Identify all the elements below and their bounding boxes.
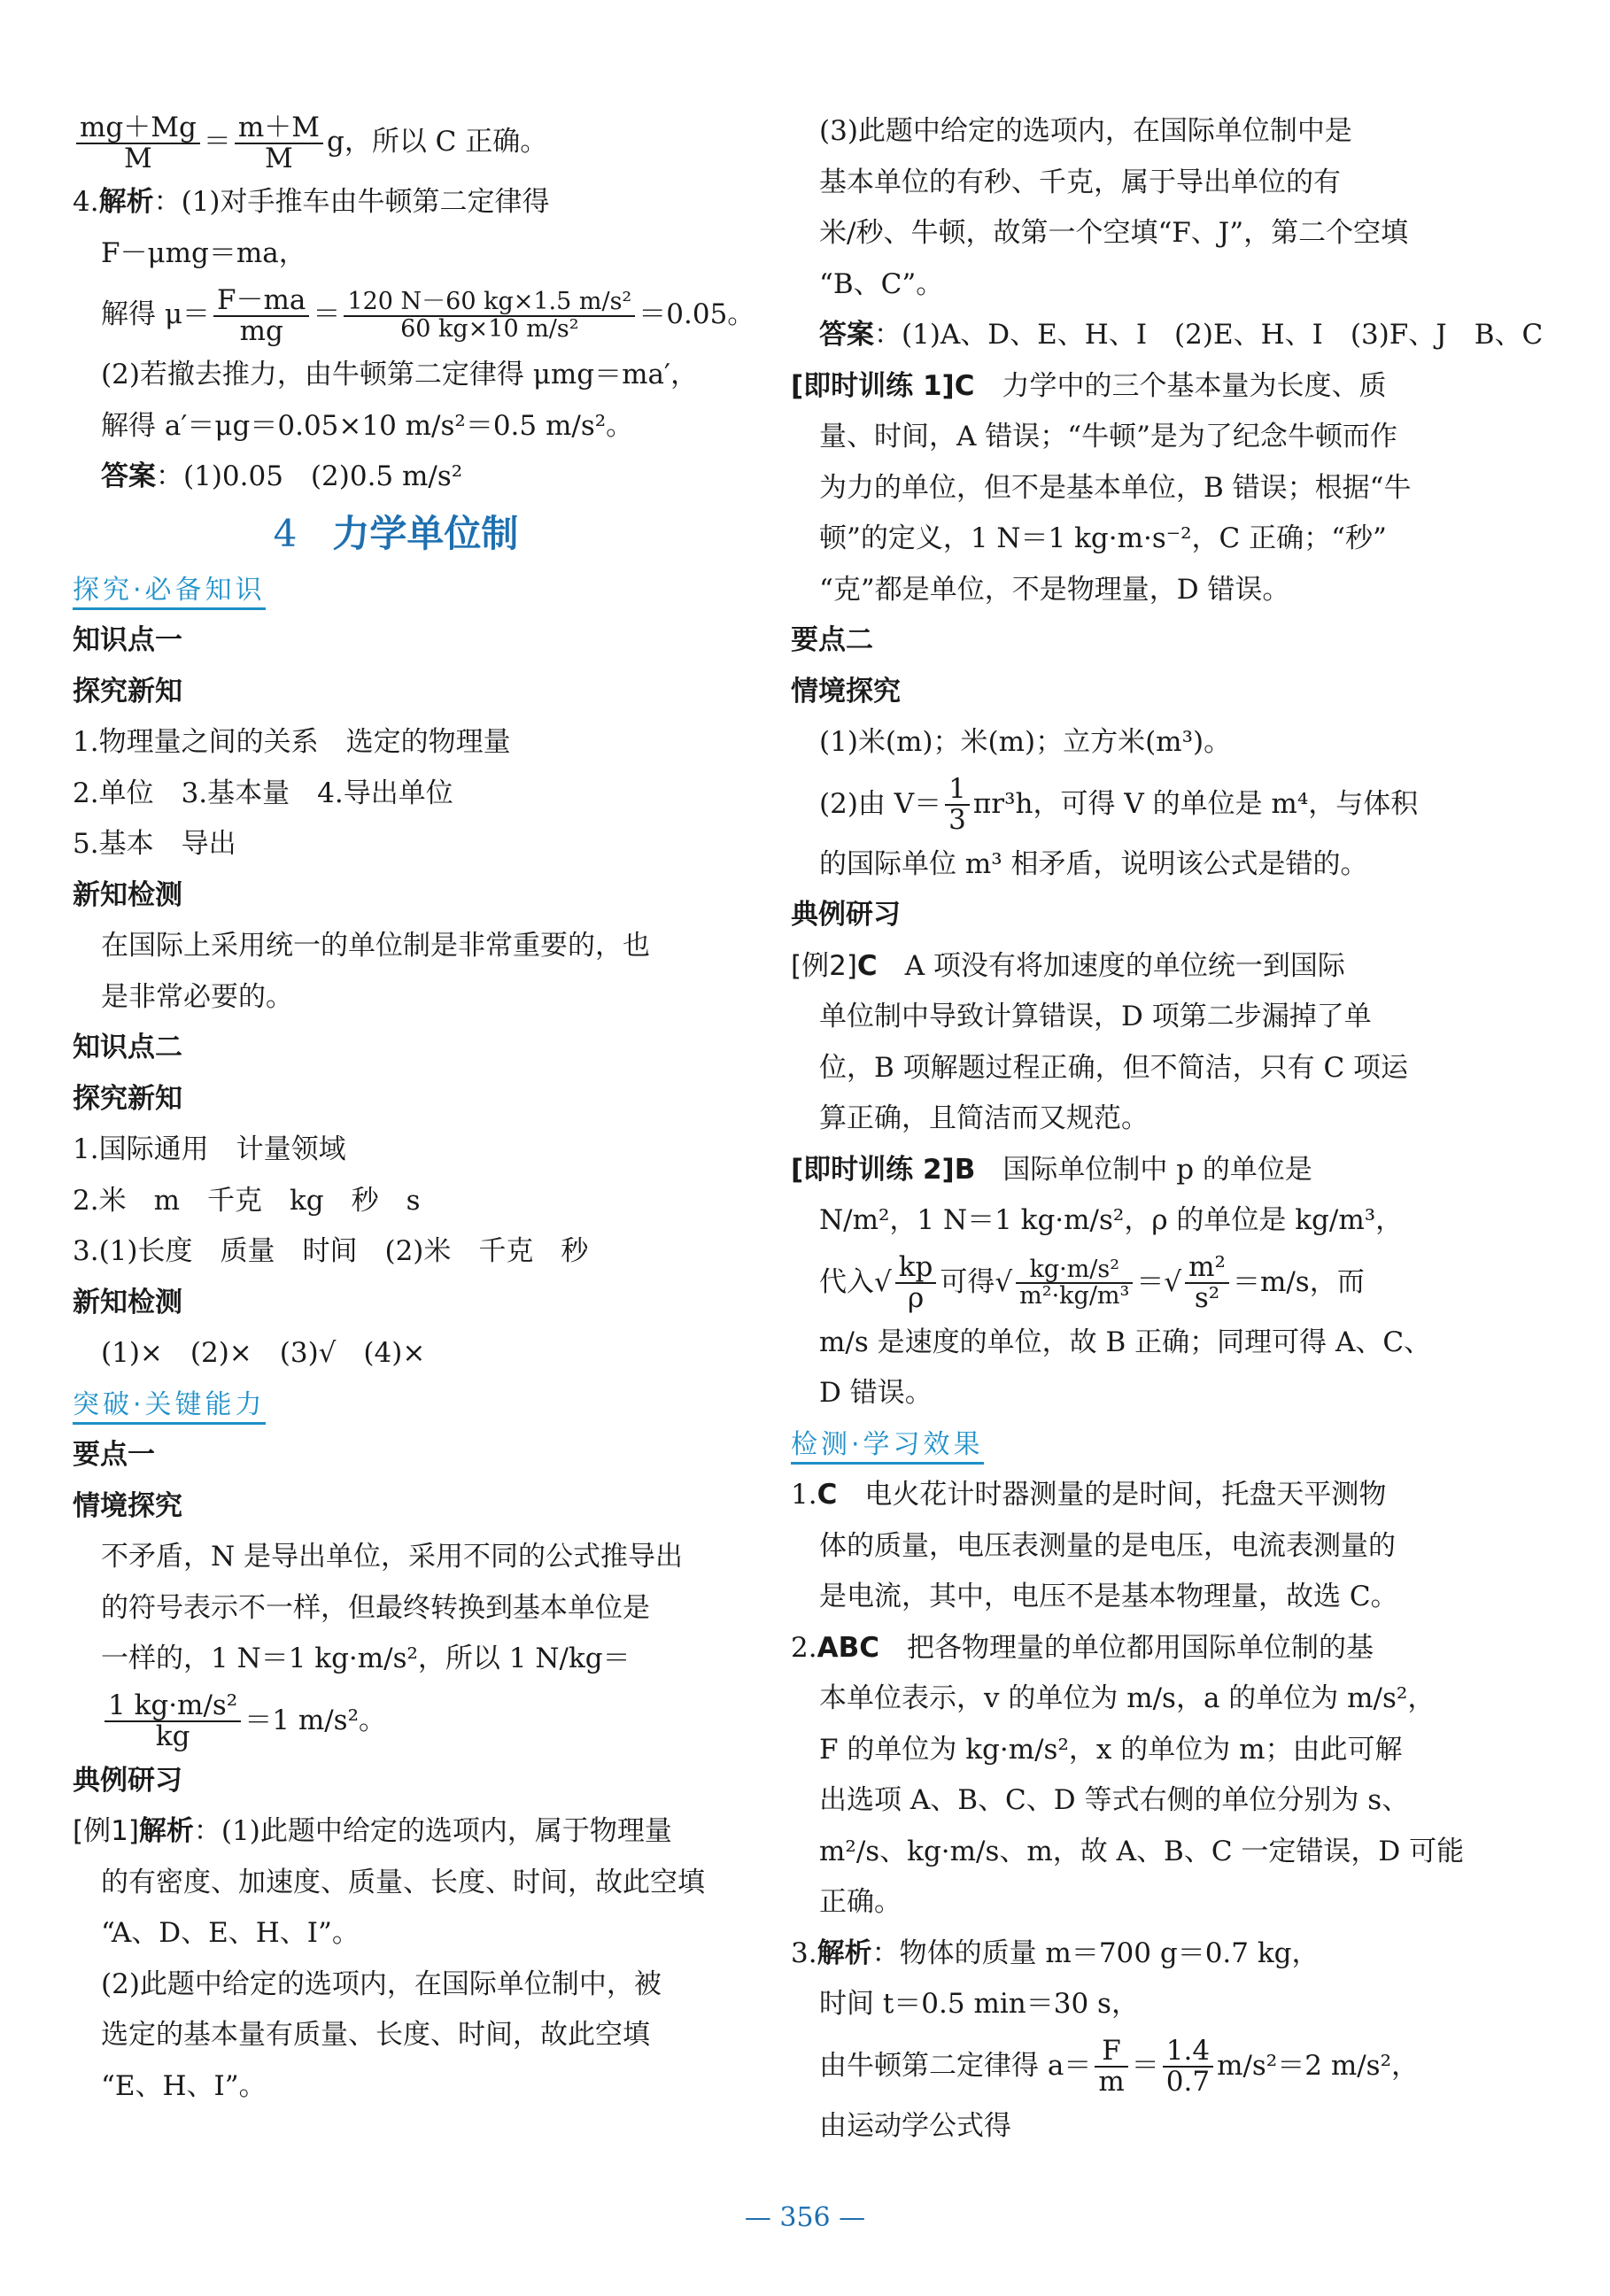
equation-line: (2)由 V＝ $\frac{1}{3}$ πr³h，可得 V 的单位是 m⁴，与体积	[819, 773, 1419, 836]
text-line: 算正确，且简洁而又规范。	[819, 1102, 1149, 1134]
page-number: — 356 —	[744, 2202, 866, 2233]
fraction: $\frac{m+M}{M}$	[235, 113, 323, 173]
text-line: 解得 a′＝μg＝0.05×10 m/s²＝0.5 m/s²。	[101, 409, 634, 442]
text-line: 本单位表示，v 的单位为 m/s，a 的单位为 m/s²，	[819, 1682, 1436, 1714]
subheading: 探究新知	[73, 1082, 182, 1115]
fraction: $\frac{1}{3}$	[945, 775, 970, 834]
subheading: 知识点二	[73, 1032, 182, 1063]
fraction: $\frac{\text{120 N－60 kg×1.5 m/s²}}{\text{60 kg×10 m/s²}}$	[344, 290, 635, 342]
fraction: $\frac{kp}{\rho}$	[895, 1253, 937, 1312]
equation-line: 代入√ $\frac{kp}{\rho}$ 可得√ $\frac{\text{kg·m/s²}}{\text{m²·kg/m³}}$ ＝√ $\frac{\text{m²}}{\text{s²}}$ ＝m/s，而	[819, 1251, 1365, 1314]
test-item: 2.ABC 把各物理量的单位都用国际单位制的基	[791, 1631, 1374, 1664]
text-line: (1)× (2)× (3)√ (4)×	[101, 1337, 426, 1369]
subheading: 典例研习	[73, 1764, 182, 1797]
text-line: F 的单位为 kg·m/s²，x 的单位为 m；由此可解	[819, 1733, 1403, 1766]
text-line: 1.物理量之间的关系 选定的物理量	[73, 726, 511, 758]
text-line: 米/秒、牛顿，故第一个空填“F、J”，第二个空填	[819, 217, 1409, 249]
equation-line: 解得 μ＝ $\frac{F-ma}{mg}$ ＝ $\frac{\text{120 N－60 kg×1.5 m/s²}}{\text{60 kg×10 m/s²}}$ ＝0.05。	[101, 283, 755, 347]
training-header: [即时训练 2]B 国际单位制中 p 的单位是	[791, 1153, 1312, 1186]
text-line: 基本单位的有秒、千克，属于导出单位的有	[819, 166, 1341, 198]
subheading: 情境探究	[73, 1489, 182, 1522]
fraction: $\frac{F}{m}$	[1095, 2037, 1127, 2096]
text-line: 3.(1)长度 质量 时间 (2)米 千克 秒	[73, 1235, 589, 1267]
text-line: 1.国际通用 计量领域	[73, 1133, 346, 1165]
text-line: N/m²，1 N＝1 kg·m/s²，ρ 的单位是 kg/m³，	[819, 1204, 1404, 1236]
text-line: “B、C”。	[819, 267, 944, 300]
right-column	[791, 106, 1544, 2152]
answer-line: 答案：(1)0.05 (2)0.5 m/s²	[101, 460, 463, 492]
text-line: 由运动学公式得	[819, 2109, 1011, 2142]
text-line: 的符号表示不一样，但最终转换到基本单位是	[101, 1591, 650, 1624]
text-line: 位，B 项解题过程正确，但不简洁，只有 C 项运	[819, 1051, 1409, 1084]
subheading: 知识点一	[73, 624, 182, 656]
fraction: $\frac{\text{1 kg·m/s²}}{kg}$	[104, 1691, 241, 1751]
text-line: (2)若撤去推力，由牛顿第二定律得 μmg＝ma′，	[101, 359, 699, 390]
text-line: 选定的基本量有质量、长度、时间，故此空填	[101, 2019, 650, 2051]
equation-line: 由牛顿第二定律得 a＝ $\frac{F}{m}$ ＝ $\frac{1.4}{0.7}$ m/s²＝2 m/s²，	[819, 2035, 1419, 2098]
text-line: 量、时间，A 错误；“牛顿”是为了纪念牛顿而作	[819, 421, 1397, 452]
text-line: 时间 t＝0.5 min＝30 s，	[819, 1988, 1139, 2020]
text-line: “克”都是单位，不是物理量，D 错误。	[819, 573, 1290, 606]
text-line: “E、H、I”。	[101, 2069, 267, 2102]
text-line: “A、D、E、H、I”。	[101, 1917, 360, 1949]
text-line: 体的质量，电压表测量的是电压，电流表测量的	[819, 1529, 1396, 1562]
fraction: $\frac{\text{m²}}{\text{s²}}$	[1185, 1253, 1229, 1312]
example-header: [例2]C A 项没有将加速度的单位统一到国际	[791, 949, 1345, 982]
subheading: 典例研习	[791, 899, 901, 931]
text-line: 2.米 m 千克 kg 秒 s	[73, 1184, 421, 1217]
text-line: (2)此题中给定的选项内，在国际单位制中，被	[101, 1967, 662, 2000]
left-column	[73, 106, 755, 2112]
subheading: 探究新知	[73, 675, 182, 707]
text-line: 正确。	[819, 1886, 902, 1918]
text-line: D 错误。	[819, 1377, 933, 1409]
text-line: 是非常必要的。	[101, 980, 293, 1013]
text-line: (1)米(m)；米(m)；立方米(m³)。	[819, 726, 1232, 758]
band-heading: 检测·学习效果	[791, 1419, 1446, 1471]
text-line: (3)此题中给定的选项内，在国际单位制中是	[819, 115, 1352, 147]
text-line: 是电流，其中，电压不是基本物理量，故选 C。	[819, 1581, 1398, 1612]
text-line: 一样的，1 N＝1 kg·m/s²，所以 1 N/kg＝	[101, 1643, 631, 1674]
section-title: 4 力学单位制	[273, 511, 519, 555]
subheading: 新知检测	[73, 878, 182, 911]
text-line: 为力的单位，但不是基本单位，B 错误；根据“牛	[819, 471, 1412, 504]
equation-line: $\frac{\text{1 kg·m/s²}}{kg}$ ＝1 m/s²。	[73, 1685, 719, 1756]
subheading: 要点二	[791, 624, 873, 656]
text-line: 的国际单位 m³ 相矛盾，说明该公式是错的。	[819, 847, 1368, 880]
text-line: 5.基本 导出	[73, 828, 236, 860]
subheading: 要点一	[73, 1439, 155, 1471]
subheading: 新知检测	[73, 1286, 182, 1318]
fraction: $\frac{1.4}{0.7}$	[1163, 2037, 1213, 2096]
equation-line: $\frac{mg+Mg}{M}$ ＝ $\frac{m+M}{M}$ g，所以 C 正确。	[73, 106, 719, 177]
text-line: 2.单位 3.基本量 4.导出单位	[73, 777, 453, 809]
answer-line: 答案：(1)A、D、E、H、I (2)E、H、I (3)F、J B、C	[819, 319, 1544, 351]
fraction: $\frac{mg+Mg}{M}$	[76, 113, 200, 173]
band-heading: 突破·关键能力	[73, 1380, 719, 1431]
text-line: 顿”的定义，1 N＝1 kg·m·s⁻²，C 正确；“秒”	[819, 522, 1387, 554]
fraction: $\frac{F-ma}{mg}$	[213, 286, 309, 345]
text-line: m²/s、kg·m/s、m，故 A、B、C 一定错误，D 可能	[819, 1835, 1465, 1867]
subheading: 情境探究	[791, 675, 901, 707]
test-item: 3.解析：物体的质量 m＝700 g＝0.7 kg，	[791, 1937, 1320, 1969]
text-line: 在国际上采用统一的单位制是非常重要的，也	[101, 930, 650, 962]
q4-header: 4.解析：(1)对手推车由牛顿第二定律得	[73, 186, 550, 218]
text-line: 出选项 A、B、C、D 等式右侧的单位分别为 s、	[819, 1784, 1410, 1816]
band-heading: 探究·必备知识	[73, 565, 719, 616]
fraction: $\frac{\text{kg·m/s²}}{\text{m²·kg/m³}}$	[1016, 1257, 1133, 1310]
text-line: m/s 是速度的单位，故 B 正确；同理可得 A、C、	[819, 1326, 1432, 1358]
test-item: 1.C 电火花计时器测量的是时间，托盘天平测物	[791, 1479, 1387, 1511]
example-header: [例1]解析：(1)此题中给定的选项内，属于物理量	[73, 1815, 672, 1847]
text-line: 的有密度、加速度、质量、长度、时间，故此空填	[101, 1866, 705, 1898]
training-header: [即时训练 1]C 力学中的三个基本量为长度、质	[791, 369, 1387, 402]
text-line: 单位制中导致计算错误，D 项第二步漏掉了单	[819, 1001, 1372, 1032]
text-line: 不矛盾，N 是导出单位，采用不同的公式推导出	[101, 1541, 683, 1573]
text-line: F－μmg＝ma，	[101, 236, 306, 269]
